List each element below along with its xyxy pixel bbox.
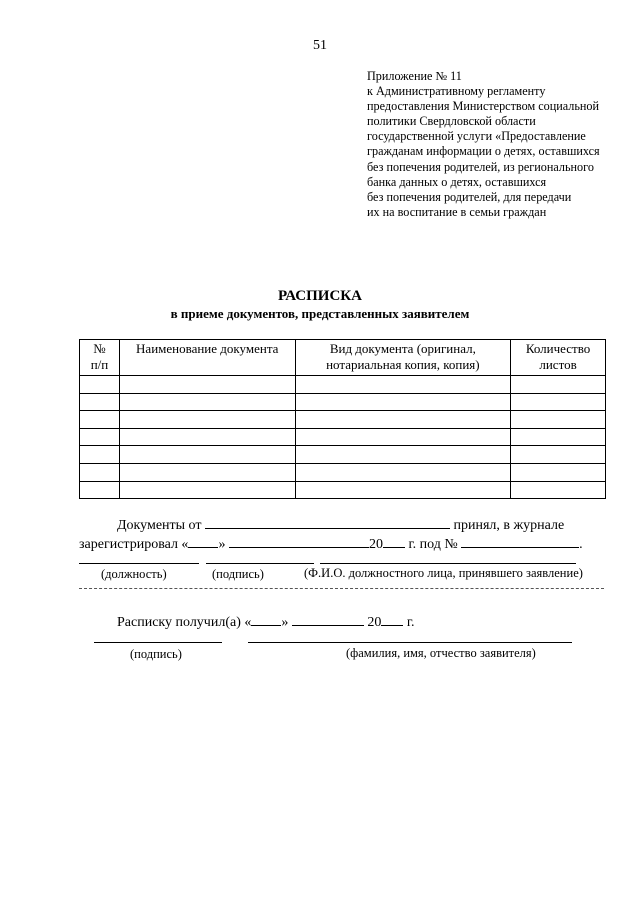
- receipt-year-prefix: 20: [367, 615, 382, 630]
- document-title: РАСПИСКА: [277, 288, 363, 304]
- table-cell[interactable]: [119, 376, 295, 394]
- table-cell[interactable]: [511, 428, 606, 446]
- table-cell[interactable]: [511, 446, 606, 464]
- table-cell[interactable]: [119, 428, 295, 446]
- table-row: [80, 481, 606, 499]
- period: .: [579, 537, 583, 552]
- document-subtitle: в приеме документов, представленных заявителем: [170, 306, 470, 321]
- table-cell[interactable]: [119, 481, 295, 499]
- table-cell[interactable]: [511, 376, 606, 394]
- number-label: г. под №: [408, 537, 458, 552]
- table-cell[interactable]: [119, 463, 295, 481]
- appendix-line: без попечения родителей, из регионального: [367, 159, 594, 174]
- appendix-line: предоставления Министерством социальной: [367, 99, 600, 114]
- page-number: 51: [313, 38, 327, 53]
- accepted-label: принял, в журнале: [453, 518, 565, 533]
- signature-line[interactable]: [206, 563, 314, 564]
- position-caption: (должность): [101, 567, 167, 581]
- year-prefix: 20: [368, 537, 383, 552]
- appendix-line: гражданам информации о детях, оставшихся: [367, 144, 600, 159]
- position-signature-line[interactable]: [79, 563, 199, 564]
- registration-number-field[interactable]: [461, 534, 579, 548]
- applicant-signature-line[interactable]: [94, 642, 222, 643]
- column-header-sheet-count: Количество листов: [511, 340, 606, 376]
- applicant-name-line[interactable]: [248, 642, 572, 643]
- table-cell[interactable]: [80, 411, 120, 429]
- registration-year-field[interactable]: [383, 534, 405, 548]
- receipt-month-field[interactable]: [292, 612, 364, 626]
- receipt-line: [117, 612, 415, 631]
- appendix-line: Приложение № 11: [367, 69, 462, 83]
- receipt-quote-close: »: [281, 615, 289, 630]
- table-cell[interactable]: [511, 481, 606, 499]
- table-cell[interactable]: [80, 446, 120, 464]
- table-cell[interactable]: [80, 376, 120, 394]
- table-cell[interactable]: [80, 463, 120, 481]
- receipt-label: Расписку получил(а) «: [117, 615, 252, 630]
- table-row: [80, 376, 606, 394]
- table-row: [80, 463, 606, 481]
- table-cell[interactable]: [511, 463, 606, 481]
- appendix-line: банка данных о детях, оставшихся: [367, 174, 547, 189]
- registration-line: [79, 534, 583, 553]
- table-header-row: [80, 340, 606, 376]
- table-cell[interactable]: [119, 446, 295, 464]
- appendix-line: политики Свердловской области: [367, 114, 536, 129]
- receipt-day-field[interactable]: [251, 612, 281, 626]
- table-row: [80, 428, 606, 446]
- column-header-document-name: Наименование документа: [119, 340, 295, 376]
- applicant-signature-caption: (подпись): [130, 647, 182, 661]
- appendix-reference: [367, 69, 632, 220]
- table-cell[interactable]: [295, 411, 511, 429]
- table-cell[interactable]: [511, 393, 606, 411]
- table-cell[interactable]: [295, 463, 511, 481]
- registration-day-field[interactable]: [188, 534, 218, 548]
- documents-from-label: Документы от: [117, 518, 202, 533]
- table-cell[interactable]: [119, 411, 295, 429]
- appendix-line: их на воспитание в семьи граждан: [367, 204, 547, 219]
- table-cell[interactable]: [80, 481, 120, 499]
- appendix-line: к Административному регламенту: [367, 84, 546, 99]
- table-cell[interactable]: [295, 376, 511, 394]
- registration-month-field[interactable]: [229, 534, 369, 548]
- documents-table: [79, 339, 606, 499]
- table-cell[interactable]: [80, 393, 120, 411]
- table-cell[interactable]: [295, 393, 511, 411]
- applicant-name-caption: (фамилия, имя, отчество заявителя): [346, 646, 536, 660]
- table-cell[interactable]: [511, 411, 606, 429]
- official-name-caption: (Ф.И.О. должностного лица, принявшего заявление): [304, 566, 583, 580]
- table-row: [80, 446, 606, 464]
- table-cell[interactable]: [295, 446, 511, 464]
- column-header-number: № п/п: [80, 340, 120, 376]
- official-name-line[interactable]: [320, 563, 576, 564]
- table-cell[interactable]: [295, 428, 511, 446]
- table-cell[interactable]: [80, 428, 120, 446]
- column-header-document-type: Вид документа (оригинал, нотариальная копия, копия): [295, 340, 511, 376]
- table-row: [80, 393, 606, 411]
- receipt-year-suffix: г.: [406, 615, 415, 630]
- table-row: [80, 411, 606, 429]
- registered-label: зарегистрировал «: [79, 537, 189, 552]
- cut-line: [79, 588, 604, 589]
- documents-from-line: [117, 515, 564, 534]
- appendix-line: государственной услуги «Предоставление: [367, 129, 586, 144]
- table-cell[interactable]: [295, 481, 511, 499]
- applicant-field[interactable]: [205, 515, 450, 529]
- table-cell[interactable]: [119, 393, 295, 411]
- signature-caption: (подпись): [212, 567, 264, 581]
- appendix-line: без попечения родителей, для передачи: [367, 189, 572, 204]
- quote-close: »: [218, 537, 226, 552]
- receipt-year-field[interactable]: [381, 612, 403, 626]
